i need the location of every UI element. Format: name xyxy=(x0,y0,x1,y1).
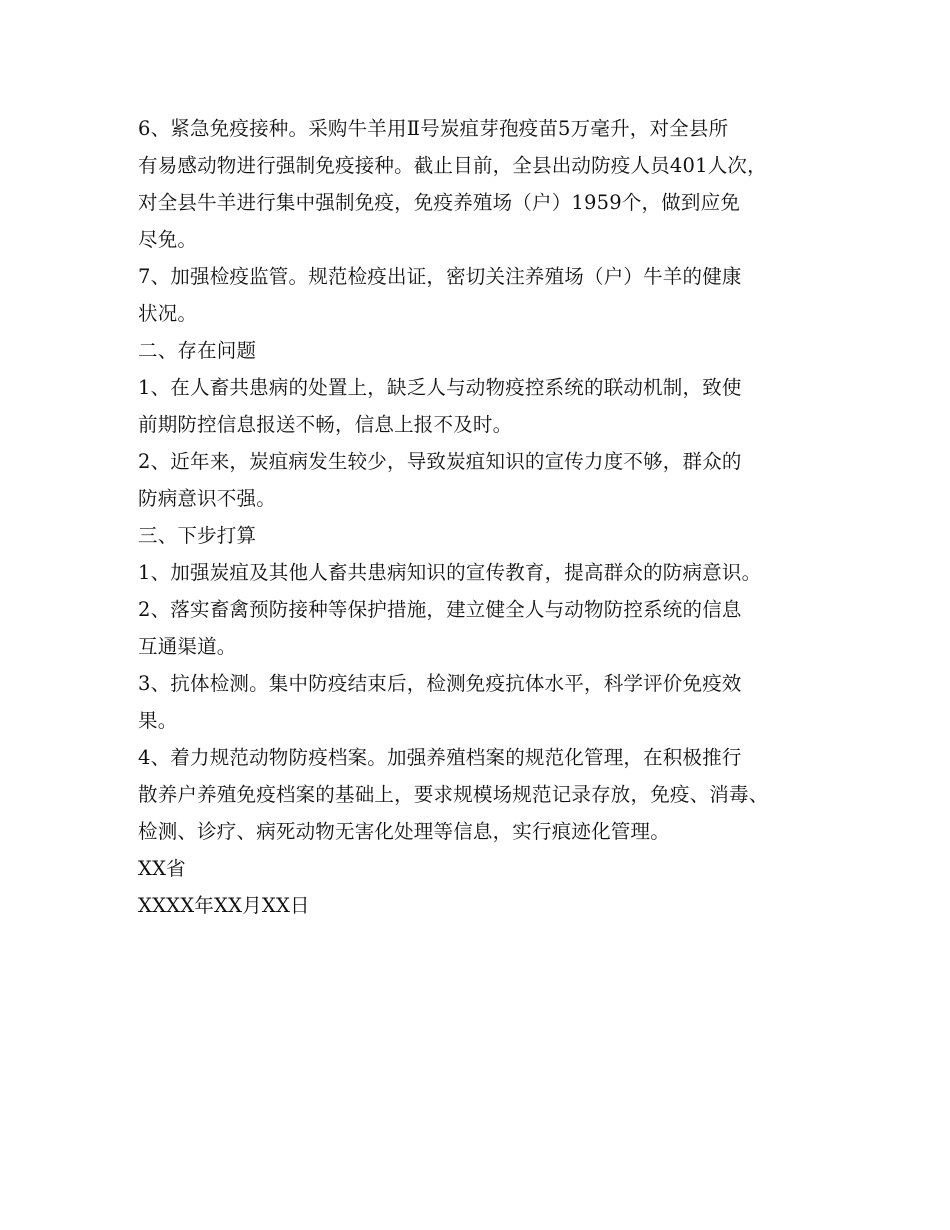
para-6-line-2: 有易感动物进行强制免疫接种。截止目前，全县出动防疫人员401人次， xyxy=(138,154,767,177)
step-4-line-2: 散养户养殖免疫档案的基础上，要求规模场规范记录存放，免疫、消毒、 xyxy=(138,783,769,806)
problem-1-line-1: 1、在人畜共患病的处置上，缺乏人与动物疫控系统的联动机制，致使 xyxy=(138,376,742,399)
para-6-line-1: 6、紧急免疫接种。采购牛羊用Ⅱ号炭疽芽孢疫苗5万毫升，对全县所 xyxy=(138,117,729,140)
para-7-line-1: 7、加强检疫监管。规范检疫出证，密切关注养殖场（户）牛羊的健康 xyxy=(138,265,742,288)
signature-province: XX省 xyxy=(138,857,186,880)
problem-2-line-1: 2、近年来，炭疽病发生较少，导致炭疽知识的宣传力度不够，群众的 xyxy=(138,450,742,473)
step-2-line-2: 互通渠道。 xyxy=(138,635,237,658)
step-1-line-1: 1、加强炭疽及其他人畜共患病知识的宣传教育，提高群众的防病意识。 xyxy=(138,561,762,584)
problem-2-line-2: 防病意识不强。 xyxy=(138,487,276,510)
para-6-line-3: 对全县牛羊进行集中强制免疫，免疫养殖场（户）1959个，做到应免 xyxy=(138,191,741,214)
step-3-line-1: 3、抗体检测。集中防疫结束后，检测免疫抗体水平，科学评价免疫效 xyxy=(138,672,742,695)
section-heading-problems: 二、存在问题 xyxy=(138,339,257,362)
para-7-line-2: 状况。 xyxy=(138,302,198,325)
problem-1-line-2: 前期防控信息报送不畅，信息上报不及时。 xyxy=(138,413,513,436)
step-4-line-1: 4、着力规范动物防疫档案。加强养殖档案的规范化管理，在积极推行 xyxy=(138,746,742,769)
step-4-line-3: 检测、诊疗、病死动物无害化处理等信息，实行痕迹化管理。 xyxy=(138,820,670,843)
step-3-line-2: 果。 xyxy=(138,709,178,732)
para-6-line-4: 尽免。 xyxy=(138,228,198,251)
signature-date: XXXX年XX月XX日 xyxy=(138,894,310,917)
document-page xyxy=(138,110,838,924)
section-heading-next-steps: 三、下步打算 xyxy=(138,524,257,547)
step-2-line-1: 2、落实畜禽预防接种等保护措施，建立健全人与动物防控系统的信息 xyxy=(138,598,742,621)
